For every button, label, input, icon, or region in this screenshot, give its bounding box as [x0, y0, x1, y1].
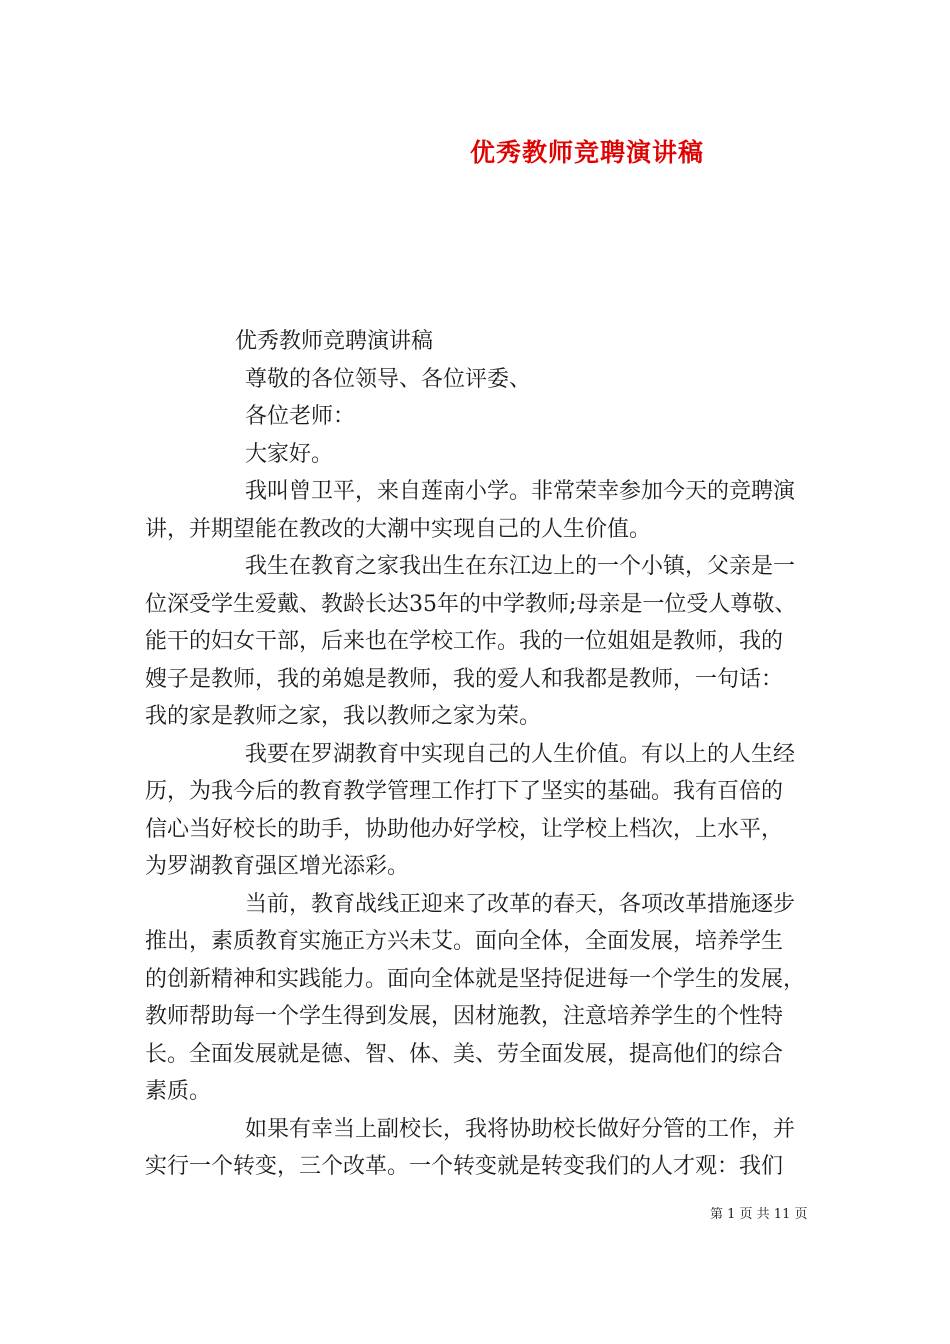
text-line: 推出，素质教育实施正方兴未艾。面向全体，全面发展，培养学生 [145, 929, 784, 954]
document-title: 优秀教师竞聘演讲稿 [470, 138, 705, 167]
text-line: 嫂子是教师，我的弟媳是教师，我的爱人和我都是教师，一句话： [145, 666, 784, 692]
text-line: 信心当好校长的助手，协助他办好学校，让学校上档次，上水平， [145, 816, 784, 842]
text-line: 长。全面发展就是德、智、体、美、劳全面发展，提高他们的综合 [145, 1041, 784, 1067]
text-line: 为罗湖教育强区增光添彩。 [145, 854, 410, 879]
text-line: 我的家是教师之家，我以教师之家为荣。 [145, 704, 542, 729]
text-line: 大家好。 [245, 441, 334, 467]
text-line: 尊敬的各位领导、各位评委、 [245, 366, 532, 392]
text-line: 的创新精神和实践能力。面向全体就是坚持促进每一个学生的发展， [145, 966, 806, 992]
text-line: 能干的妇女干部，后来也在学校工作。我的一位姐姐是教师，我的 [145, 629, 784, 654]
text-line: 我生在教育之家我出生在东江边上的一个小镇，父亲是一 [245, 554, 796, 579]
text-line: 我叫曾卫平，来自莲南小学。非常荣幸参加今天的竞聘演 [245, 479, 796, 504]
page-indicator: 第 1 页 共 11 页 [710, 1207, 808, 1222]
text-line: 当前，教育战线正迎来了改革的春天，各项改革措施逐步 [245, 891, 796, 917]
text-line: 素质。 [145, 1079, 212, 1104]
text-line: 教师帮助每一个学生得到发展，因材施教，注意培养学生的个性特 [145, 1004, 784, 1029]
text-line: 位深受学生爱戴、教龄长达35年的中学教师;母亲是一位受人尊敬、 [145, 591, 797, 617]
document-body [145, 323, 810, 1186]
text-line: 各位老师： [245, 404, 356, 429]
text-line: 实行一个转变，三个改革。一个转变就是转变我们的人才观：我们 [145, 1154, 784, 1179]
text-line: 我要在罗湖教育中实现自己的人生价值。有以上的人生经 [245, 741, 796, 767]
text-line: 讲，并期望能在教改的大潮中实现自己的人生价值。 [145, 516, 652, 542]
text-line: 历，为我今后的教育教学管理工作打下了坚实的基础。我有百倍的 [145, 779, 784, 804]
body-heading: 优秀教师竞聘演讲稿 [235, 329, 434, 354]
text-line: 如果有幸当上副校长，我将协助校长做好分管的工作，并 [245, 1116, 796, 1142]
